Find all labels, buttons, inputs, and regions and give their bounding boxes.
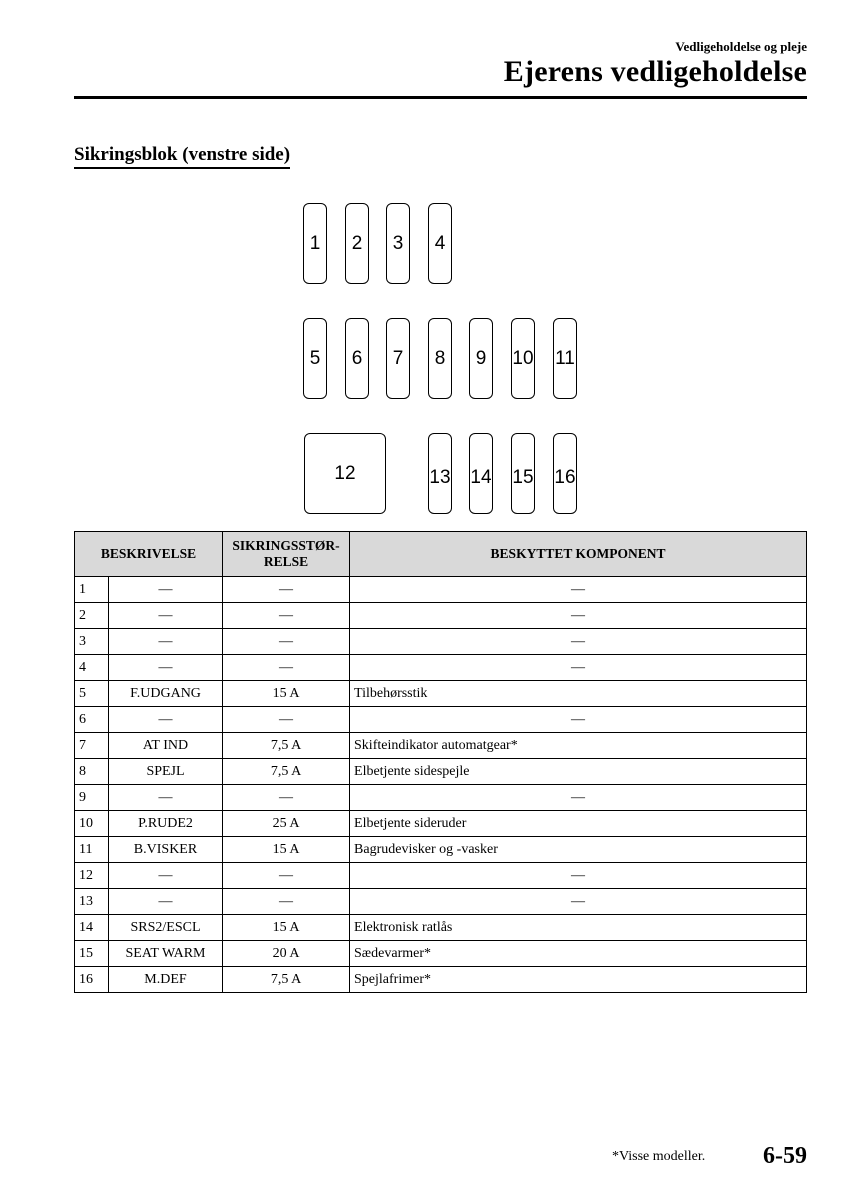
fuse-14 [469,433,493,514]
fuse-16 [553,433,577,514]
page-number: 6-59 [763,1143,807,1169]
cell-fuse-size: — [223,603,350,629]
fuse-label: 12 [334,462,356,484]
cell-description: AT IND [109,733,223,759]
cell-fuse-size: 20 A [223,941,350,967]
cell-fuse-number: 3 [75,629,109,655]
cell-component: — [350,577,807,603]
table-row [75,785,807,811]
cell-fuse-size: 15 A [223,681,350,707]
header-fuse-size: SIKRINGSSTØR- RELSE [223,532,350,577]
cell-description: — [109,655,223,681]
cell-description: B.VISKER [109,837,223,863]
fuse-label: 9 [475,347,487,369]
section-title: Sikringsblok (venstre side) [74,144,290,169]
fuse-label: 8 [434,347,446,369]
cell-description: SRS2/ESCL [109,915,223,941]
header-description: BESKRIVELSE [75,532,223,577]
table-row [75,915,807,941]
fuse-label: 10 [512,347,534,369]
cell-fuse-number: 9 [75,785,109,811]
cell-description: F.UDGANG [109,681,223,707]
cell-component: — [350,785,807,811]
cell-fuse-number: 1 [75,577,109,603]
header-protected-component: BESKYTTET KOMPONENT [350,532,807,577]
cell-description: — [109,785,223,811]
cell-component: — [350,603,807,629]
fuse-13 [428,433,452,514]
fuse-label: 13 [429,466,451,488]
page-title: Ejerens vedligeholdelse [503,55,807,88]
table-row [75,629,807,655]
table-row [75,759,807,785]
cell-fuse-size: — [223,889,350,915]
cell-fuse-number: 8 [75,759,109,785]
fuse-label: 5 [309,347,321,369]
cell-component: — [350,863,807,889]
cell-fuse-size: 7,5 A [223,733,350,759]
fuse-7 [386,318,410,399]
table-row [75,967,807,993]
cell-description: SEAT WARM [109,941,223,967]
cell-description: — [109,863,223,889]
cell-fuse-number: 13 [75,889,109,915]
table-row [75,577,807,603]
fuse-label: 6 [351,347,363,369]
table-row [75,941,807,967]
cell-description: M.DEF [109,967,223,993]
fuse-label: 4 [434,232,446,254]
cell-component: Sædevarmer* [350,941,807,967]
cell-description: — [109,577,223,603]
cell-component: — [350,629,807,655]
fuse-label: 3 [392,232,404,254]
cell-fuse-size: — [223,629,350,655]
cell-fuse-size: — [223,577,350,603]
fuse-label: 16 [554,466,576,488]
table-row [75,707,807,733]
cell-fuse-size: 7,5 A [223,967,350,993]
fuse-label: 1 [309,232,321,254]
cell-fuse-number: 14 [75,915,109,941]
cell-description: — [109,889,223,915]
table-row [75,733,807,759]
cell-fuse-number: 2 [75,603,109,629]
table-row [75,681,807,707]
cell-fuse-size: — [223,863,350,889]
cell-fuse-number: 10 [75,811,109,837]
header-divider [74,96,807,99]
fuse-10 [511,318,535,399]
cell-fuse-number: 5 [75,681,109,707]
cell-description: — [109,707,223,733]
table-row [75,655,807,681]
fuse-12 [304,433,386,514]
fuse-3 [386,203,410,284]
cell-component: Elbetjente sidespejle [350,759,807,785]
cell-fuse-size: — [223,707,350,733]
cell-component: Elbetjente sideruder [350,811,807,837]
table-header-row [75,532,807,577]
fuse-2 [345,203,369,284]
fuse-label: 2 [351,232,363,254]
fuse-label: 11 [555,347,575,369]
fuse-15 [511,433,535,514]
footnote: *Visse modeller. [612,1149,706,1164]
table-row [75,603,807,629]
fuse-table [74,531,807,993]
fuse-5 [303,318,327,399]
cell-fuse-size: 25 A [223,811,350,837]
cell-fuse-size: — [223,655,350,681]
fuse-4 [428,203,452,284]
cell-fuse-number: 15 [75,941,109,967]
cell-component: Tilbehørsstik [350,681,807,707]
fuse-1 [303,203,327,284]
cell-component: — [350,889,807,915]
fuse-11 [553,318,577,399]
cell-fuse-number: 7 [75,733,109,759]
table-row [75,837,807,863]
cell-fuse-number: 4 [75,655,109,681]
cell-fuse-number: 12 [75,863,109,889]
table-row [75,889,807,915]
cell-fuse-number: 16 [75,967,109,993]
cell-component: Bagrudevisker og -vasker [350,837,807,863]
cell-description: — [109,629,223,655]
fuse-label: 7 [392,347,404,369]
cell-description: P.RUDE2 [109,811,223,837]
cell-component: — [350,655,807,681]
fuse-6 [345,318,369,399]
fuse-9 [469,318,493,399]
cell-component: — [350,707,807,733]
cell-fuse-size: 7,5 A [223,759,350,785]
cell-component: Skifteindikator automatgear* [350,733,807,759]
cell-component: Elektronisk ratlås [350,915,807,941]
cell-fuse-size: 15 A [223,915,350,941]
fuse-label: 15 [512,466,534,488]
cell-fuse-number: 6 [75,707,109,733]
header-section-label: Vedligeholdelse og pleje [675,39,807,54]
cell-fuse-number: 11 [75,837,109,863]
fuse-label: 14 [470,466,492,488]
table-row [75,863,807,889]
cell-component: Spejlafrimer* [350,967,807,993]
cell-fuse-size: — [223,785,350,811]
cell-description: SPEJL [109,759,223,785]
fuse-8 [428,318,452,399]
table-row [75,811,807,837]
cell-fuse-size: 15 A [223,837,350,863]
cell-description: — [109,603,223,629]
